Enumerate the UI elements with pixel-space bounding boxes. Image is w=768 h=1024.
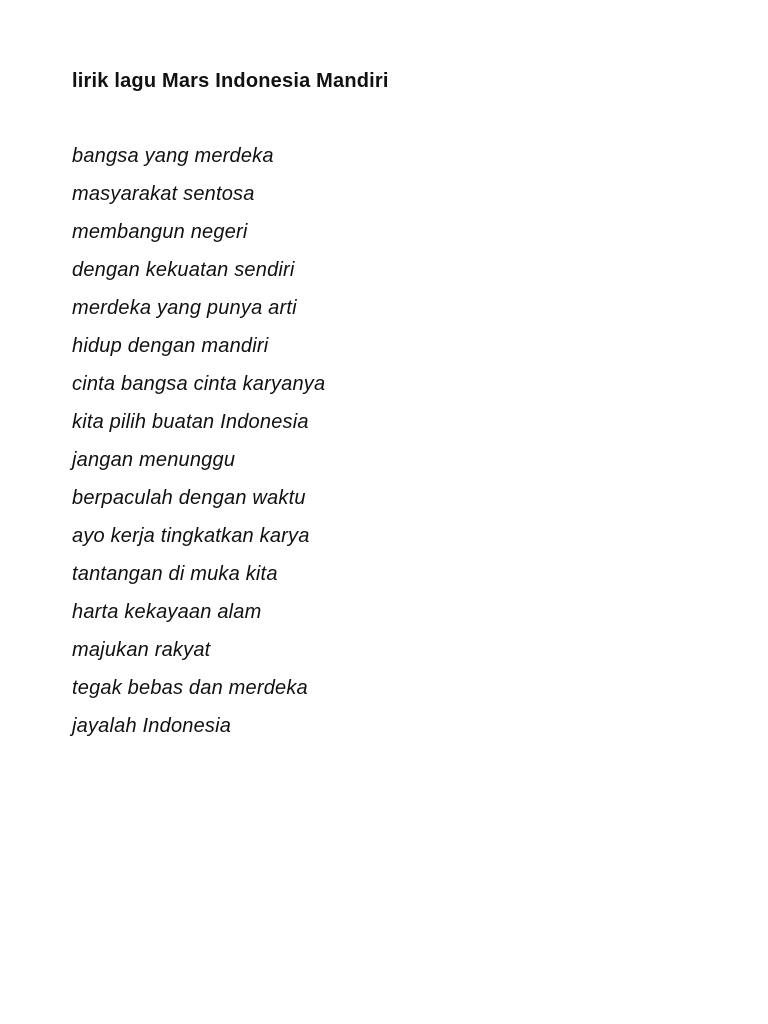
lyric-line: tantangan di muka kita: [72, 563, 278, 585]
lyric-line: cinta bangsa cinta karyanya: [72, 373, 326, 395]
lyric-line: berpaculah dengan waktu: [72, 487, 306, 509]
lyric-line: kita pilih buatan Indonesia: [72, 411, 309, 433]
lyric-line: membangun negeri: [72, 221, 248, 243]
lyric-line: bangsa yang merdeka: [72, 145, 274, 167]
lyric-line: harta kekayaan alam: [72, 601, 262, 623]
document-title: lirik lagu Mars Indonesia Mandiri: [72, 70, 389, 92]
lyrics-list: [72, 143, 325, 751]
lyric-line: dengan kekuatan sendiri: [72, 259, 295, 281]
lyric-line: jayalah Indonesia: [72, 715, 232, 737]
lyric-line: hidup dengan mandiri: [72, 335, 269, 357]
lyric-line: masyarakat sentosa: [72, 183, 255, 205]
lyric-line: jangan menunggu: [72, 449, 236, 471]
lyric-line: merdeka yang punya arti: [72, 297, 297, 319]
lyric-line: tegak bebas dan merdeka: [72, 677, 308, 699]
lyric-line: ayo kerja tingkatkan karya: [72, 525, 310, 547]
lyric-line: majukan rakyat: [72, 639, 211, 661]
